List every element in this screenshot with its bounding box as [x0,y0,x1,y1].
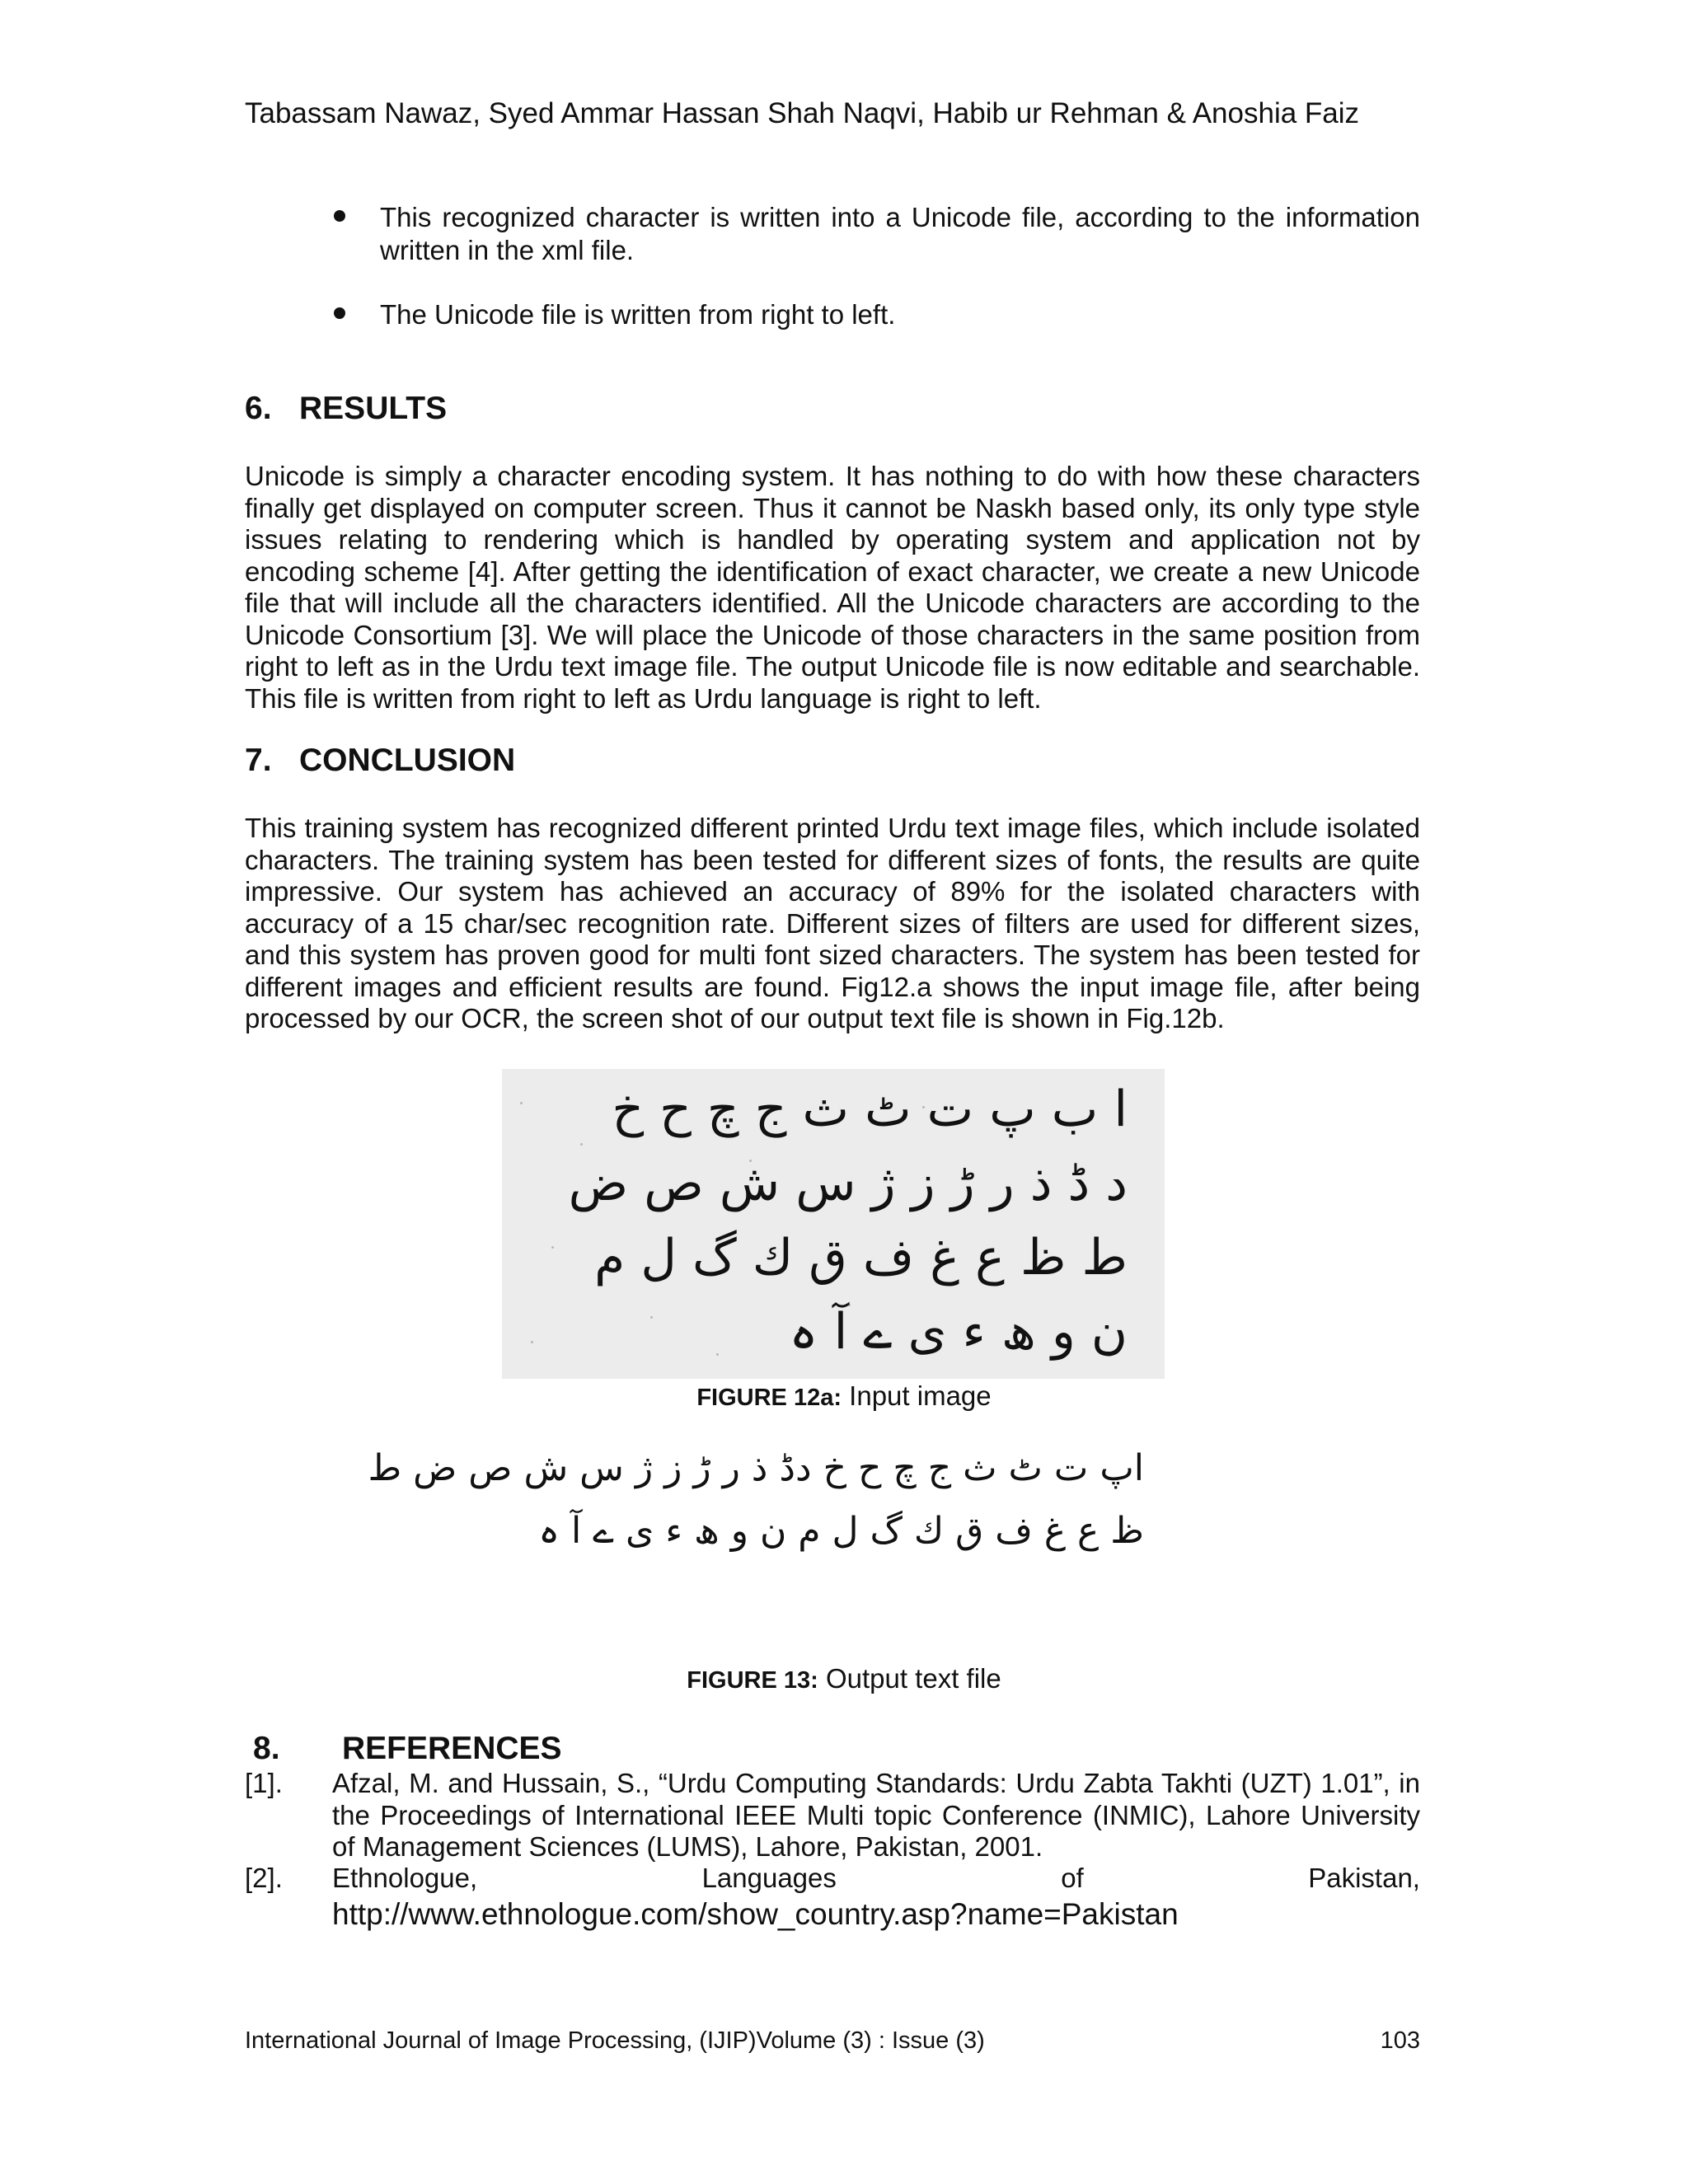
figure-13-output-line: اپ ت ٹ ث ج چ ح خ دڈ ذ ر ڑ ز ژ س ش ص ض ط [368,1447,1144,1489]
bullet-dot-icon [334,307,345,319]
figure-13-caption [0,1663,1688,1694]
conclusion-paragraph: This training system has recognized different printed Urdu text image files, which include isolated characters. The training system has been tested for different sizes of fonts, the results are quite impressive. Our system has achieved an accuracy of 89% for the isolated characters with accuracy of a 15 char/sec recognition rate. Different sizes of filters are used for different sizes, and this system has proven good for multi font sized characters. The system has been tested for different images and efficient results are found. Fig12.a shows the input image file, after being processed by our OCR, the screen shot of our output text file is shown in Fig.12b. [245,813,1420,1033]
reference-word: of [1061,1863,1084,1893]
figure-12a-row: ا ب پ ت ٹ ث ج چ ح خ [612,1080,1128,1138]
section-heading-results [245,391,447,427]
section-title: RESULTS [299,391,448,426]
bullet-dot-icon [334,210,345,222]
bullet-text: The Unicode file is written from right to left. [380,299,896,330]
section-number: 8. [253,1731,280,1766]
reference-text [332,1863,1420,1895]
section-title: REFERENCES [342,1731,562,1766]
reference-word: Ethnologue, [332,1863,478,1893]
section-heading-references [253,1731,562,1767]
running-header-authors: Tabassam Nawaz, Syed Ammar Hassan Shah Naqvi, Habib ur Rehman & Anoshia Faiz [245,97,1360,129]
bullet-item [245,201,1420,267]
bullet-text: This recognized character is written into a Unicode file, according to the information written in the xml file. [380,202,1420,265]
caption-text: Output text file [818,1663,1001,1694]
section-heading-conclusion [245,743,515,779]
reference-label: [1]. [245,1768,283,1798]
figure-12a-row: ط ظ ع غ ف ق ك گ ل م [594,1229,1128,1286]
bullet-item [245,298,1420,331]
bullet-list [245,201,1420,363]
reference-item [245,1863,1420,1934]
figure-12a-row: ن و ھ ء ی ے آ ہ [789,1303,1128,1361]
footer-journal: International Journal of Image Processing, (IJIP)Volume (3) : Issue (3) [245,2027,985,2054]
figure-13-output-line: ظ ع غ ف ق ك گ ل م ن و ھ ء ی ے آ ہ [538,1510,1144,1552]
reference-word: Pakistan, [1308,1863,1420,1893]
reference-url-link[interactable]: http://www.ethnologue.com/show_country.asp?name=Pakistan [332,1896,1179,1931]
caption-label: FIGURE 13: [687,1667,818,1694]
section-title: CONCLUSION [299,743,516,778]
footer-page-number: 103 [1380,2027,1420,2054]
results-paragraph: Unicode is simply a character encoding system. It has nothing to do with how these characters finally get displayed on computer screen. Thus it cannot be Naskh based only, its only type style issues relating to rendering which is handled by operating system and application not by encoding scheme [4]. After getting the identification of exact character, we create a new Unicode file that will include all the characters identified. All the Unicode characters are according to the Unicode Consortium [3]. We will place the Unicode of those characters in the same position from right to left as in the Urdu text image file. The output Unicode file is now editable and searchable. This file is written from right to left as Urdu language is right to left. [245,461,1420,714]
caption-text: Input image [842,1380,992,1411]
figure-12a-caption [0,1380,1688,1412]
section-number: 7. [245,743,272,778]
caption-label: FIGURE 12a: [696,1385,842,1411]
section-number: 6. [245,391,272,426]
figure-12a-input-image [502,1069,1165,1379]
reference-label: [2]. [245,1863,283,1893]
reference-word: Languages [701,1863,837,1893]
reference-item [245,1768,1420,1863]
reference-text: Afzal, M. and Hussain, S., “Urdu Computing Standards: Urdu Zabta Takhti (UZT) 1.01”, in the Proceedings of International IEEE Multi topic Conference (INMIC), Lahore University of Management Sciences (LUMS), Lahore, Pakistan, 2001. [332,1768,1420,1862]
figure-12a-row: د ڈ ذ ر ڑ ز ژ س ش ص ض [568,1155,1128,1212]
